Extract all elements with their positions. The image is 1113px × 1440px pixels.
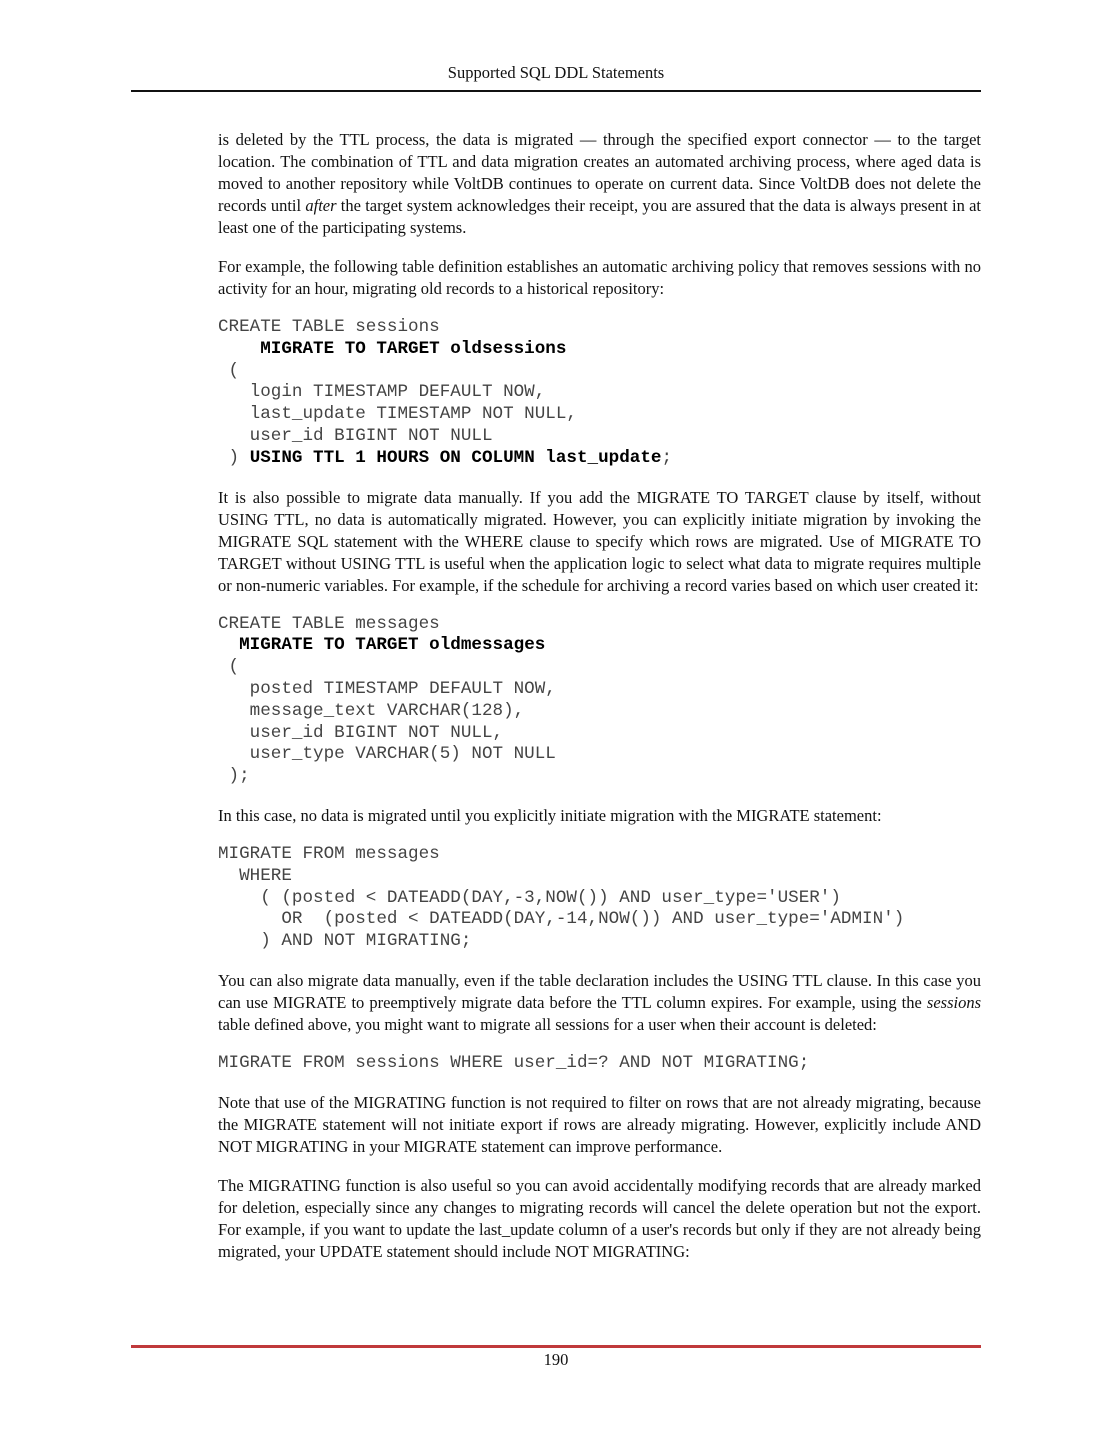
- code-text: last_update TIMESTAMP NOT NULL,: [218, 404, 577, 425]
- text-run: The MIGRATING function is also useful so you can avoid accidentally modifying records that are already marked for deletion, especially since any changes to migrating records will cancel the delete operation but not the export. For example, if you want to update the last_update column of a user's records but only if they are not already being migrated, your UPDATE statement should include NOT MIGRATING:: [218, 1175, 981, 1261]
- code-text: user_id BIGINT NOT NULL,: [218, 722, 504, 743]
- page-number: 190: [543, 1350, 569, 1369]
- code-text: ) AND NOT MIGRATING;: [218, 931, 472, 952]
- code-line: [218, 361, 981, 383]
- code-text: user_type VARCHAR(5) NOT NULL: [218, 744, 556, 765]
- code-text: CREATE TABLE sessions: [218, 317, 440, 337]
- paragraph: [218, 805, 981, 827]
- code-text: ( (posted < DATEADD(DAY,-3,NOW()) AND user_type='USER'): [218, 887, 841, 908]
- code-line: [218, 382, 981, 404]
- code-line: [218, 888, 981, 910]
- text-run: table defined above, you might want to migrate all sessions for a user when their account is deleted:: [218, 1014, 877, 1034]
- code-line: [218, 866, 981, 888]
- code-text: [218, 635, 239, 655]
- text-run: Note that use of the MIGRATING function is not required to filter on rows that are not already migrating, because the MIGRATE statement will not initiate export if rows are already migrating. However, explicitly include AND NOT MIGRATING in your MIGRATE statement can improve performance.: [218, 1092, 981, 1156]
- text-run: is deleted by the TTL process, the data is migrated — through the specified export connector — to the target location. The combination of TTL and data migration creates an automated archiving process, where aged data is moved to another repository while VoltDB continues to operate on current data. Since VoltDB does not delete the records until: [218, 130, 981, 215]
- header-rule: [131, 90, 981, 92]
- code-text: posted TIMESTAMP DEFAULT NOW,: [218, 678, 556, 699]
- code-line: [218, 426, 981, 448]
- code-text: ): [218, 447, 250, 468]
- paragraph: [218, 256, 981, 300]
- text-run: For example, the following table definition establishes an automatic archiving policy that removes sessions with no activity for an hour, migrating old records to a historical repository:: [218, 257, 981, 298]
- code-line: [218, 614, 981, 636]
- code-text: ;: [661, 447, 673, 468]
- text-run: You can also migrate data manually, even if the table declaration includes the USING TTL clause. In this case you can use MIGRATE to preemptively migrate data before the TTL column expires. For example, using the: [218, 970, 981, 1012]
- code-text: message_text VARCHAR(128),: [218, 700, 525, 721]
- paragraph: [218, 1092, 981, 1158]
- paragraph: [218, 1175, 981, 1263]
- text-run: It is also possible to migrate data manually. If you add the MIGRATE TO TARGET clause by itself, without USING TTL, no data is automatically migrated. However, you can explicitly initiate migration by invoking the MIGRATE SQL statement with the WHERE clause to specify which rows are migrated. Use of MIGRATE TO TARGET without USING TTL is useful when the application logic to select what data to migrate requires multiple or non-numeric variables. For example, if the schedule for archiving a record varies based on which user created it:: [218, 487, 981, 595]
- code-line: [218, 448, 981, 470]
- paragraph: [218, 970, 981, 1036]
- emphasis-text: after: [305, 196, 337, 215]
- code-text: (: [218, 360, 240, 381]
- code-line: [218, 657, 981, 679]
- code-line: [218, 766, 981, 788]
- page-content: [218, 129, 981, 1280]
- code-text: CREATE TABLE messages: [218, 613, 440, 634]
- emphasis-text: sessions: [926, 992, 981, 1012]
- code-line: [218, 317, 981, 339]
- code-block: [218, 614, 981, 788]
- code-line: [218, 404, 981, 426]
- code-block: [218, 844, 981, 953]
- paragraph: [218, 487, 981, 597]
- code-line: [218, 723, 981, 745]
- text-run: In this case, no data is migrated until you explicitly initiate migration with the MIGRATE statement:: [218, 805, 882, 825]
- code-text: (: [218, 657, 240, 678]
- code-text: OR (posted < DATEADD(DAY,-14,NOW()) AND user_type='ADMIN'): [218, 909, 905, 930]
- code-line: [218, 909, 981, 931]
- paragraph: [218, 129, 981, 239]
- code-line: [218, 1053, 981, 1075]
- code-text: MIGRATE FROM messages: [218, 843, 440, 864]
- code-text: MIGRATE FROM sessions WHERE user_id=? AND NOT MIGRATING;: [218, 1052, 810, 1073]
- code-line: [218, 844, 981, 866]
- code-bold-text: USING TTL 1 HOURS ON COLUMN last_update: [249, 447, 662, 468]
- text-run: the target system acknowledges their receipt, you are assured that the data is always present in at least one of the participating systems.: [218, 196, 982, 237]
- code-line: [218, 931, 981, 953]
- code-line: [218, 744, 981, 766]
- code-line: [218, 635, 981, 657]
- code-block: [218, 1053, 981, 1075]
- code-line: [218, 679, 981, 701]
- code-line: [218, 339, 981, 361]
- code-block: [218, 317, 981, 470]
- code-text: WHERE: [218, 865, 292, 886]
- code-line: [218, 701, 981, 723]
- code-bold-text: MIGRATE TO TARGET oldmessages: [239, 635, 546, 656]
- code-bold-text: MIGRATE TO TARGET oldsessions: [260, 338, 567, 359]
- running-header: Supported SQL DDL Statements: [447, 63, 665, 82]
- footer-rule: [131, 1345, 981, 1348]
- code-text: [218, 339, 260, 359]
- code-text: login TIMESTAMP DEFAULT NOW,: [218, 382, 546, 403]
- code-text: );: [218, 766, 250, 787]
- code-text: user_id BIGINT NOT NULL: [218, 425, 493, 446]
